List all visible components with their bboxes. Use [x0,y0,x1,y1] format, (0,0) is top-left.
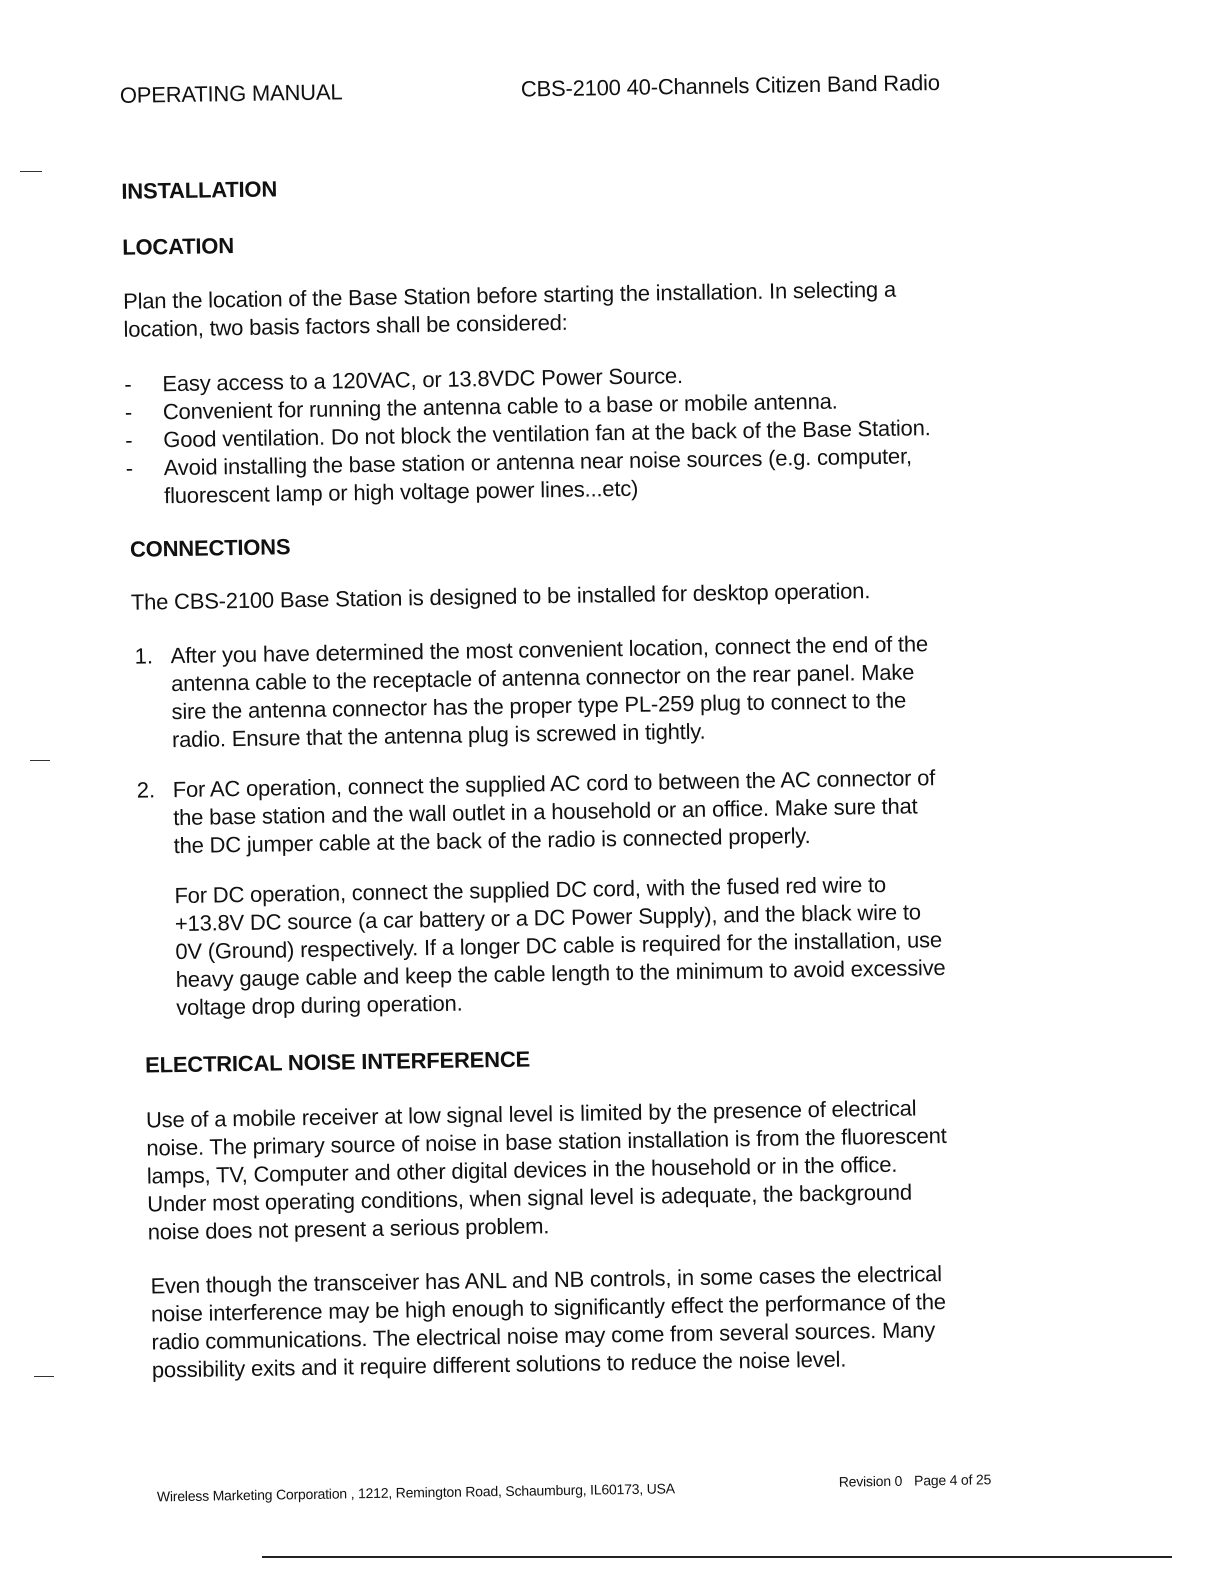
footer-revision-page [839,1471,992,1489]
section-title-installation: INSTALLATION [121,176,278,204]
scan-margin-mark [34,1376,54,1377]
footer-address: Wireless Marketing Corporation , 1212, Remington Road, Schaumburg, IL60173, USA [156,1480,675,1505]
bullet-dash: - [124,399,133,425]
noise-paragraph-1 [146,1094,948,1247]
section-title-location: LOCATION [122,233,235,260]
bullet-text [164,442,913,510]
text-line: Even though the transceiver has ANL and NB controls, in some cases the electrical [150,1261,942,1299]
text-line: lamps, TV, Computer and other digital devices in the household or in the office. [146,1151,898,1189]
text-line: radio communications. The electrical noise may come from several sources. Many [151,1317,936,1355]
text-line: +13.8V DC source (a car battery or a DC Power Supply), and the black wire to [174,899,921,937]
scan-margin-mark [30,760,50,761]
dc-operation-paragraph [174,870,946,1022]
text-line: the base station and the wall outlet in a household or an office. Make sure that [173,793,918,831]
bullet-dash: - [125,427,133,453]
text-line: sire the antenna connector has the proper type PL-259 plug to connect to the [171,687,907,725]
text-line: heavy gauge cable and keep the cable length to the minimum to avoid excessive [175,954,946,993]
text-line: Good ventilation. Do not block the ventilation fan at the back of the Base Station. [163,415,931,453]
scan-margin-mark [20,171,42,172]
header-manual-title: OPERATING MANUAL [119,79,343,108]
section-title-noise: ELECTRICAL NOISE INTERFERENCE [144,1046,531,1078]
header-product-title: CBS-2100 40-Channels Citizen Band Radio [520,69,940,102]
text-line: possibility exits and it require different solutions to reduce the noise level. [151,1346,847,1383]
text-line: the DC jumper cable at the back of the radio is connected properly. [173,823,811,859]
bullet-dash: - [124,371,132,397]
text-line: noise. The primary source of noise in base station installation is from the fluorescent [146,1122,947,1161]
text-line: Use of a mobile receiver at low signal level is limited by the presence of electrical [145,1095,917,1133]
section-title-connections: CONNECTIONS [129,534,291,562]
step-text [170,630,929,754]
bullet-dash: - [125,455,134,481]
footer-page-number: Page 4 of 25 [913,1471,992,1489]
text-line: For AC operation, connect the supplied AC cord to between the AC connector of [172,765,936,803]
text-line: Plan the location of the Base Station before starting the installation. In selecting a [122,276,897,314]
text-line: After you have determined the most convenient location, connect the end of the [170,631,929,669]
text-line: Avoid installing the base station or antenna near noise sources (e.g. computer, [163,443,912,481]
text-line: Easy access to a 120VAC, or 13.8VDC Power Source. [162,363,684,397]
step-number: 2. [136,777,156,803]
bottom-rule [262,1556,1172,1558]
text-line: fluorescent lamp or high voltage power lines...etc) [163,475,639,509]
text-line: noise does not present a serious problem. [147,1213,550,1245]
location-intro [123,276,897,344]
text-line: noise interference may be high enough to significantly effect the performance of the [150,1289,946,1327]
footer-revision: Revision 0 [838,1472,903,1490]
step-text [173,764,937,860]
text-line: antenna cable to the receptacle of antenna connector on the rear panel. Make [170,659,915,697]
text-line: For DC operation, connect the supplied DC cord, with the fused red wire to [174,871,887,909]
step-number: 1. [134,643,154,669]
text-line: radio. Ensure that the antenna plug is screwed in tightly. [171,718,706,753]
text-line: location, two basis factors shall be considered: [123,309,568,342]
noise-paragraph-2 [150,1260,947,1384]
text-line: Under most operating conditions, when signal level is adequate, the background [147,1179,913,1217]
connections-intro: The CBS-2100 Base Station is designed to be installed for desktop operation. [130,578,871,615]
text-line: voltage drop during operation. [176,990,463,1021]
text-line: 0V (Ground) respectively. If a longer DC cable is required for the installation, use [175,927,943,965]
text-line: Convenient for running the antenna cable to a base or mobile antenna. [162,388,838,425]
